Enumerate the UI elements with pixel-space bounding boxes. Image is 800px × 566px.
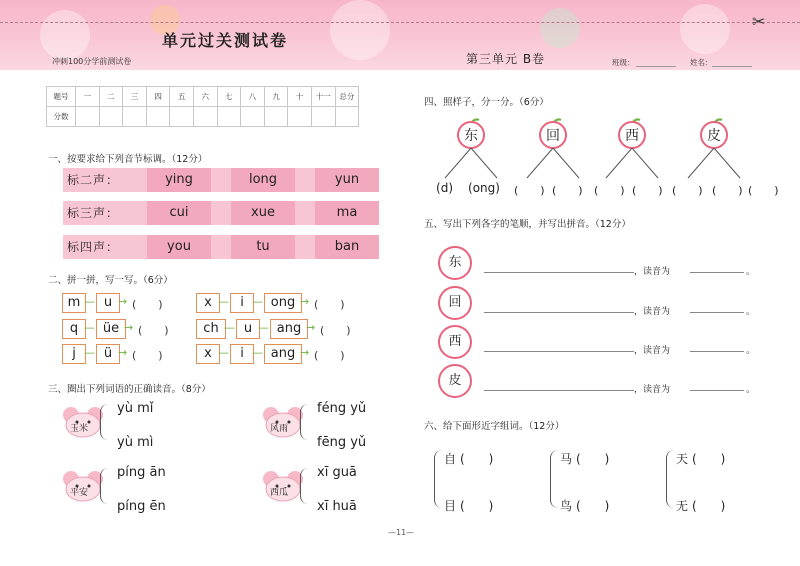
score-cell[interactable] — [76, 107, 100, 127]
pinyin-box: üe — [96, 319, 126, 339]
section4-title: 四、照样子，分一分。（6分） — [424, 97, 549, 108]
brace-lines — [100, 468, 113, 504]
similar-char: 天 — [676, 452, 689, 466]
brace-icon — [550, 450, 559, 508]
word-blank[interactable]: ( ) — [692, 452, 726, 466]
scissors-icon: ✂ — [752, 12, 766, 31]
example-answer-2: (ong) — [468, 181, 500, 195]
pinyin-line[interactable] — [690, 390, 744, 391]
joiner-dash: — — [84, 321, 95, 334]
pinyin-box: m — [62, 293, 86, 313]
cut-line — [0, 22, 800, 23]
score-header-cell: 五 — [170, 87, 194, 107]
score-cell[interactable] — [146, 107, 170, 127]
score-cell[interactable] — [264, 107, 288, 127]
word-label: 平安 — [70, 488, 89, 498]
joiner-dash: — — [224, 321, 235, 334]
score-header-cell: 四 — [146, 87, 170, 107]
score-header-cell: 二 — [99, 87, 123, 107]
stroke-order-line[interactable] — [484, 390, 634, 391]
brace-icon — [434, 450, 443, 508]
score-header-cell: 六 — [193, 87, 217, 107]
answer-blank[interactable]: ( ) — [314, 349, 345, 362]
reading-option[interactable]: yù mì — [117, 435, 154, 450]
reading-option[interactable]: fēng yǔ — [317, 435, 367, 450]
reading-option[interactable]: xī huā — [317, 499, 357, 514]
answer-blank[interactable]: ( ) — [132, 349, 163, 362]
score-cell[interactable] — [311, 107, 335, 127]
reading-option[interactable]: xī guā — [317, 465, 357, 480]
tone-row — [63, 235, 379, 259]
tone-label: 标三声： — [67, 206, 120, 220]
reading-option[interactable]: yù mǐ — [117, 401, 154, 416]
pinyin-box: ch — [196, 319, 226, 339]
answer-blank[interactable]: ( ) — [138, 324, 169, 337]
score-header-cell: 总分 — [335, 87, 359, 107]
page-number: —11— — [388, 528, 415, 537]
split-blank[interactable]: ( ) — [514, 184, 545, 197]
apple-char: 西 — [625, 128, 639, 144]
similar-char: 目 — [444, 499, 457, 513]
pinyin-box: q — [62, 319, 86, 339]
apple-char: 回 — [546, 128, 560, 144]
pinyin-line[interactable] — [690, 351, 744, 352]
brace-lines — [300, 404, 313, 440]
similar-char: 鸟 — [560, 499, 573, 513]
word-label: 玉米 — [70, 424, 89, 434]
syllable-cell[interactable]: long — [231, 168, 295, 192]
arrow-icon: → — [118, 295, 128, 308]
pinyin-box: ang — [264, 344, 302, 364]
syllable-cell[interactable]: ying — [147, 168, 211, 192]
circled-char: 皮 — [438, 364, 472, 398]
arrow-icon: → — [300, 295, 310, 308]
syllable-cell[interactable]: ban — [315, 235, 379, 259]
reading-option[interactable]: píng ēn — [117, 499, 166, 514]
score-cell[interactable] — [288, 107, 312, 127]
split-lines — [519, 148, 589, 184]
brace-lines — [300, 468, 313, 504]
circled-char: 西 — [438, 325, 472, 359]
joiner-dash: — — [252, 295, 263, 308]
example-d: d — [440, 181, 449, 195]
reading-option[interactable]: féng yǔ — [317, 401, 367, 416]
section6-title: 六、给下面形近字组词。（12分） — [424, 421, 565, 432]
answer-blank[interactable]: ( ) — [314, 298, 345, 311]
circled-char: 东 — [438, 246, 472, 280]
score-header-cell: 一 — [76, 87, 100, 107]
split-blank[interactable]: ( ) — [632, 184, 663, 197]
split-blank[interactable]: ( ) — [552, 184, 583, 197]
score-header-cell: 十 — [288, 87, 312, 107]
circled-char: 回 — [438, 286, 472, 320]
tone-label: 标二声： — [67, 173, 120, 187]
joiner-dash: — — [218, 295, 229, 308]
score-header-cell: 三 — [123, 87, 147, 107]
score-cell[interactable] — [193, 107, 217, 127]
split-blank[interactable]: ( ) — [594, 184, 625, 197]
answer-blank[interactable]: ( ) — [320, 324, 351, 337]
pinyin-line[interactable] — [690, 272, 744, 273]
pinyin-box: i — [230, 293, 254, 313]
score-header-cell: 八 — [241, 87, 265, 107]
joiner-dash: — — [252, 346, 263, 359]
score-header-cell: 题号 — [47, 87, 76, 107]
pinyin-box: u — [236, 319, 260, 339]
score-header-cell: 九 — [264, 87, 288, 107]
apple-char: 皮 — [707, 128, 721, 144]
split-blank[interactable]: ( ) — [712, 184, 743, 197]
series-name: 冲刺100分学前测试卷 — [52, 57, 132, 66]
pinyin-box: ü — [96, 344, 120, 364]
section5-title: 五、写出下列各字的笔顺，并写出拼音。（12分） — [424, 219, 631, 230]
brace-icon — [666, 450, 675, 508]
syllable-cell[interactable]: xue — [231, 201, 295, 225]
section2-title: 二、拼一拼，写一写。（6分） — [48, 275, 173, 286]
name-field[interactable] — [712, 66, 752, 67]
arrow-icon: → — [124, 321, 134, 334]
score-cell[interactable] — [241, 107, 265, 127]
tone-label: 标四声： — [67, 240, 120, 254]
arrow-icon: → — [118, 346, 128, 359]
name-label: 姓名： — [690, 58, 713, 67]
unit-title: 第三单元 B卷 — [466, 52, 546, 66]
read-as-label: ，读音为 — [634, 346, 671, 356]
syllable-cell[interactable]: you — [147, 235, 211, 259]
answer-blank[interactable]: ( ) — [132, 298, 163, 311]
word-blank[interactable]: ( ) — [576, 499, 610, 513]
page-title: 单元过关测试卷 — [162, 31, 289, 50]
word-blank[interactable]: ( ) — [460, 499, 494, 513]
syllable-cell[interactable]: tu — [231, 235, 295, 259]
example-ong: ong — [472, 181, 496, 195]
pinyin-box: u — [96, 293, 120, 313]
joiner-dash: — — [258, 321, 269, 334]
arrow-icon: → — [306, 321, 316, 334]
similar-char: 自 — [444, 452, 457, 466]
split-lines — [680, 148, 750, 184]
split-blank[interactable]: ( ) — [748, 184, 779, 197]
joiner-dash: — — [218, 346, 229, 359]
pinyin-line[interactable] — [690, 312, 744, 313]
score-cell[interactable] — [335, 107, 359, 127]
split-lines — [598, 148, 668, 184]
score-cell[interactable] — [170, 107, 194, 127]
arrow-icon: → — [300, 346, 310, 359]
pinyin-box: ang — [270, 319, 308, 339]
class-label: 班级： — [612, 58, 635, 67]
class-field[interactable] — [636, 66, 676, 67]
syllable-cell[interactable]: ma — [315, 201, 379, 225]
word-blank[interactable]: ( ) — [460, 452, 494, 466]
period: 。 — [746, 267, 756, 277]
split-blank[interactable]: ( ) — [672, 184, 703, 197]
tone-row — [63, 201, 379, 225]
score-cell[interactable] — [123, 107, 147, 127]
split-lines — [437, 148, 507, 184]
tone-row — [63, 168, 379, 192]
score-row-label: 分数 — [47, 107, 76, 127]
pinyin-box: j — [62, 344, 86, 364]
stroke-order-line[interactable] — [484, 272, 634, 273]
pinyin-box: x — [196, 344, 220, 364]
period: 。 — [746, 346, 756, 356]
section1-title: 一、按要求给下列音节标调。（12分） — [48, 154, 208, 165]
joiner-dash: — — [84, 295, 95, 308]
word-blank[interactable]: ( ) — [576, 452, 610, 466]
pinyin-box: x — [196, 293, 220, 313]
word-label: 西瓜 — [270, 488, 289, 498]
pinyin-box: i — [230, 344, 254, 364]
syllable-cell[interactable]: yun — [315, 168, 379, 192]
period: 。 — [746, 307, 756, 317]
period: 。 — [746, 385, 756, 395]
score-cell[interactable] — [217, 107, 241, 127]
stroke-order-line[interactable] — [484, 351, 634, 352]
similar-char: 无 — [676, 499, 689, 513]
word-label: 风雨 — [270, 424, 289, 434]
apple-char: 东 — [464, 128, 478, 144]
score-cell[interactable] — [99, 107, 123, 127]
score-table — [46, 86, 359, 127]
example-answer-1: (d) — [436, 181, 453, 195]
word-blank[interactable]: ( ) — [692, 499, 726, 513]
score-header-row — [47, 87, 359, 107]
reading-option[interactable]: píng ān — [117, 465, 166, 480]
brace-lines — [100, 404, 113, 440]
pinyin-box: ong — [264, 293, 302, 313]
joiner-dash: — — [84, 346, 95, 359]
read-as-label: ，读音为 — [634, 385, 671, 395]
similar-char: 马 — [560, 452, 573, 466]
read-as-label: ，读音为 — [634, 307, 671, 317]
stroke-order-line[interactable] — [484, 312, 634, 313]
syllable-cell[interactable]: cui — [147, 201, 211, 225]
section3-title: 三、圈出下列词语的正确读音。（8分） — [48, 384, 211, 395]
score-header-cell: 七 — [217, 87, 241, 107]
score-header-cell: 十一 — [311, 87, 335, 107]
score-value-row — [47, 107, 359, 127]
read-as-label: ，读音为 — [634, 267, 671, 277]
